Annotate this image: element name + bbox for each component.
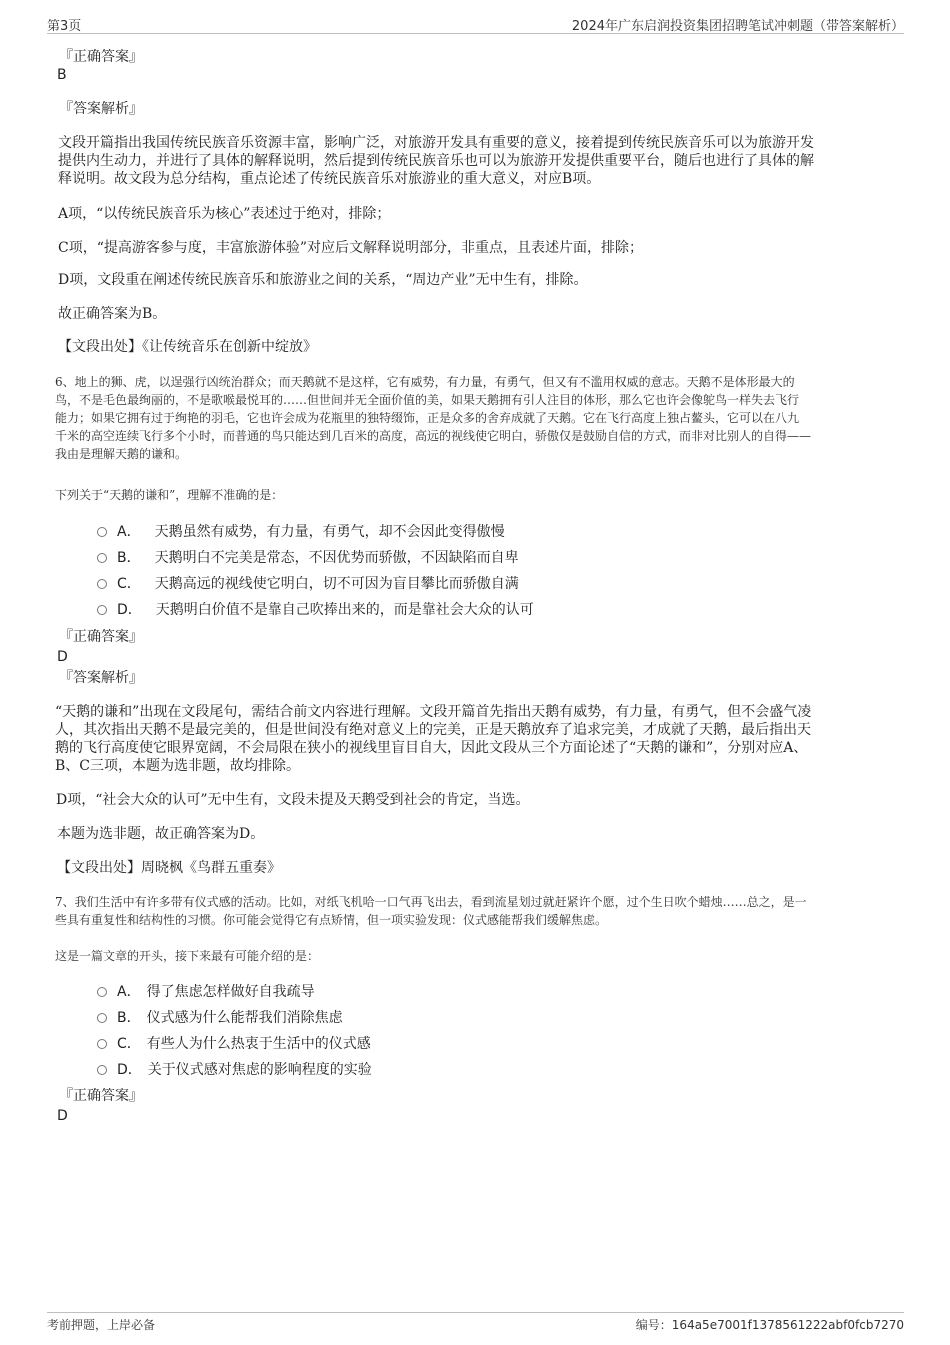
analysis-note-d: D项，“社会大众的认可”无中生有，文段未提及天鹅受到社会的肯定，当选。 (56, 792, 530, 808)
correct-answer-label: 『正确答案』 (59, 629, 143, 645)
analysis-paragraph: 文段开篇指出我国传统民族音乐资源丰富，影响广泛，对旅游开发具有重要的意义，接着提到传统民族音乐可以为旅游开发 提供内生动力，并进行了具体的解释说明，然后提到传统民族音乐也可以为旅游开发提供重要平台，随后也进行了具体的解 释说明。故文段为总分结构，重点论述了传统民族音乐对旅游业的重大意义，对应B项。 (58, 135, 814, 187)
analysis-conclusion: 故正确答案为B。 (58, 306, 167, 322)
passage-source: 【文段出处】《让传统音乐在创新中绽放》 (58, 339, 317, 355)
radio-icon[interactable] (97, 553, 107, 563)
analysis-paragraph: “天鹅的谦和”出现在文段尾句，需结合前文内容进行理解。文段开篇首先指出天鹅有威势，有力量，有勇气，但不会盛气凌 人，其次指出天鹅不是最完美的，但是世间没有绝对意义上的完美，正是天鹅放弃了追求完美，才成就了天鹅，最后指出天 鹅的飞行高度使它眼界宽阔，不会局限在狭小的视线里盲目自大，因此文段从三个方面论述了“天鹅的谦和”，分别对应A、 B、C三项，本题为选非题，故均排除。 (55, 704, 812, 774)
question-passage: 7、我们生活中有许多带有仪式感的活动。比如，对纸飞机哈一口气再飞出去，看到流星划过就赶紧许个愿，过个生日吹个蜡烛……总之，是一 些具有重复性和结构性的习惯。你可能会觉得它有点矫情，但一项实验发现：仪式感能帮我们缓解焦虑。 (55, 895, 807, 927)
analysis-note-c: C项，“提高游客参与度，丰富旅游体验”对应后文解释说明部分，非重点，且表述片面，排除； (58, 240, 644, 256)
passage-source: 【文段出处】周晓枫《鸟群五重奏》 (57, 860, 281, 876)
page-number: 第3页 (47, 19, 82, 34)
footer-slogan: 考前押题，上岸必备 (47, 1318, 156, 1332)
radio-icon[interactable] (97, 527, 107, 537)
document-title: 2024年广东启润投资集团招聘笔试冲刺题（带答案解析） (571, 19, 904, 34)
document-id: 编号：164a5e7001f1378561222abf0fcb7270 (635, 1318, 904, 1332)
correct-answer-label: 『正确答案』 (59, 49, 143, 65)
analysis-label: 『答案解析』 (59, 101, 143, 117)
correct-answer-label: 『正确答案』 (59, 1088, 143, 1104)
option-c[interactable]: C． 天鹅高远的视线使它明白，切不可因为盲目攀比而骄傲自满 (97, 576, 519, 592)
option-c[interactable]: C． 有些人为什么热衷于生活中的仪式感 (97, 1036, 371, 1052)
option-a[interactable]: A． 天鹅虽然有威势，有力量，有勇气，却不会因此变得傲慢 (97, 524, 505, 540)
radio-icon[interactable] (97, 1013, 107, 1023)
radio-icon[interactable] (97, 1039, 107, 1049)
question-passage: 6、地上的狮、虎，以逞强行凶统治群众；而天鹅就不是这样，它有威势，有力量，有勇气，但又有不滥用权威的意志。天鹅不是体形最大的 鸟，不是毛色最绚丽的，不是歌喉最悦耳的……但世间并无全面价值的美，如果天鹅拥有引人注目的体形，那么它也许会像鸵鸟一样失去飞行 能力；如果它拥有过于绚艳的羽毛，它也许会成为花瓶里的独特缀饰，正是众多的舍弃成就了天鹅。它在飞行高度上独占鳌头，它可以在八九 千米的高空连续飞行多个小时，而普通的鸟只能达到几百米的高度，高远的视线使它明白，骄傲仅是鼓励自信的方式，而非对比别人的自得—— 我由是理解天鹅的谦和。 (55, 375, 812, 461)
correct-answer-value: B (57, 67, 67, 83)
analysis-conclusion: 本题为选非题，故正确答案为D。 (57, 826, 265, 842)
radio-icon[interactable] (97, 987, 107, 997)
option-d[interactable]: D． 天鹅明白价值不是靠自己吹捧出来的，而是靠社会大众的认可 (97, 602, 534, 618)
page-footer (47, 1312, 904, 1332)
analysis-note-a: A项，“以传统民族音乐为核心”表述过于绝对，排除； (58, 206, 391, 222)
option-b[interactable]: B． 天鹅明白不完美是常态，不因优势而骄傲，不因缺陷而自卑 (97, 550, 519, 566)
option-b[interactable]: B． 仪式感为什么能帮我们消除焦虑 (97, 1010, 343, 1026)
analysis-note-d: D项，文段重在阐述传统民族音乐和旅游业之间的关系，“周边产业”无中生有，排除。 (58, 272, 588, 288)
option-a[interactable]: A． 得了焦虑怎样做好自我疏导 (97, 984, 315, 1000)
radio-icon[interactable] (97, 579, 107, 589)
correct-answer-value: D (57, 1108, 68, 1124)
correct-answer-value: D (57, 649, 68, 665)
question-stem: 下列关于“天鹅的谦和”，理解不准确的是： (55, 488, 284, 502)
radio-icon[interactable] (97, 1065, 107, 1075)
radio-icon[interactable] (97, 605, 107, 615)
page-header (47, 14, 904, 34)
question-stem: 这是一篇文章的开头，接下来最有可能介绍的是： (55, 949, 320, 963)
analysis-label: 『答案解析』 (59, 670, 143, 686)
option-d[interactable]: D． 关于仪式感对焦虑的影响程度的实验 (97, 1062, 372, 1078)
